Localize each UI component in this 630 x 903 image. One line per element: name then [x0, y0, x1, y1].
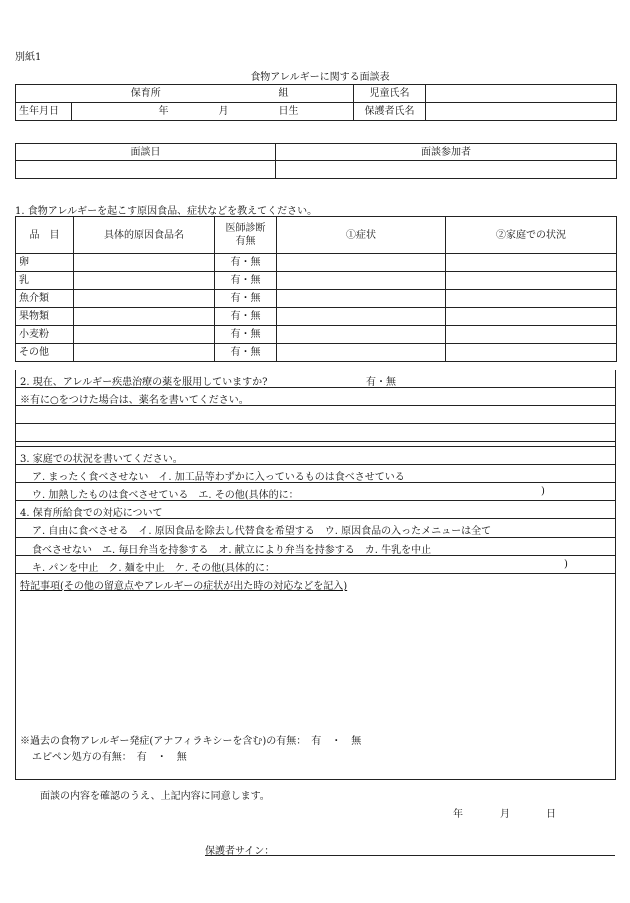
sign-year-unit: 年 — [453, 809, 463, 820]
symptoms-field[interactable] — [277, 254, 446, 272]
child-name-field[interactable] — [426, 85, 617, 103]
q2-note: ※有に○をつけた場合は、薬名を書いてください。 — [20, 395, 249, 406]
remarks-field[interactable] — [16, 592, 615, 722]
form-title: 食物アレルギーに関する面談表 — [250, 72, 390, 83]
birth-label: 生年月日 — [16, 103, 72, 121]
q3-close-paren: ) — [541, 486, 545, 497]
interview-date-field[interactable] — [16, 161, 276, 179]
diagnosis-choice[interactable]: 有・無 — [215, 344, 277, 362]
birth-year-unit: 年 — [72, 103, 172, 121]
home-status-field[interactable] — [446, 254, 617, 272]
sign-month-unit: 月 — [500, 809, 510, 820]
q3-title: 3. 家庭での状況を書いてください。 — [20, 454, 183, 465]
table-row — [16, 308, 617, 326]
home-status-field[interactable] — [446, 272, 617, 290]
q3-options-line1[interactable]: ア. まったく食べさせない イ. 加工品等わずかに入っているものは食べさせている — [32, 472, 405, 483]
row-item: 小麦粉 — [16, 326, 74, 344]
row-item: 卵 — [16, 254, 74, 272]
row-item: 魚介類 — [16, 290, 74, 308]
nursery-label: 保育所 — [16, 85, 276, 103]
food-name-field[interactable] — [74, 326, 215, 344]
guardian-name-field[interactable] — [426, 103, 617, 121]
interview-date-label: 面談日 — [16, 144, 276, 161]
epipen-prescription[interactable]: エピペン処方の有無： 有 ・ 無 — [32, 752, 187, 763]
attachment-label: 別紙1 — [15, 52, 42, 63]
q4-options-line2[interactable]: 食べさせない エ. 毎日弁当を持参する オ. 献立により弁当を持参する カ. 牛乳を中止 — [32, 545, 432, 556]
child-info-table — [15, 84, 617, 121]
consent-text: 面談の内容を確認のうえ、上記内容に同意します。 — [40, 791, 270, 802]
header-item: 品 目 — [16, 217, 74, 254]
food-name-field[interactable] — [74, 254, 215, 272]
guardian-name-label: 保護者氏名 — [354, 103, 426, 121]
symptoms-field[interactable] — [277, 272, 446, 290]
questions-box — [15, 370, 616, 780]
home-status-field[interactable] — [446, 326, 617, 344]
interview-participants-field[interactable] — [276, 161, 617, 179]
child-name-label: 児童氏名 — [354, 85, 426, 103]
q3-options-line2[interactable]: ウ. 加熱したものは食べさせている エ. その他(具体的に： — [32, 490, 299, 501]
header-symptoms: ①症状 — [277, 217, 446, 254]
home-status-field[interactable] — [446, 344, 617, 362]
diagnosis-choice[interactable]: 有・無 — [215, 254, 277, 272]
row-item: その他 — [16, 344, 74, 362]
interview-table — [15, 143, 617, 179]
header-home-status: ②家庭での状況 — [446, 217, 617, 254]
symptoms-field[interactable] — [277, 290, 446, 308]
q1-title: 1. 食物アレルギーを起こす原因食品、症状などを教えてください。 — [15, 206, 318, 217]
q4-options-line1[interactable]: ア. 自由に食べさせる イ. 原因食品を除去し代替食を希望する ウ. 原因食品の入ったメニューは全て — [32, 526, 492, 537]
anaphylaxis-history[interactable]: ※過去の食物アレルギー発症(アナフィラキシーを含む)の有無： 有 ・ 無 — [20, 736, 362, 747]
food-name-field[interactable] — [74, 272, 215, 290]
header-diagnosis: 医師診断 有無 — [215, 217, 277, 254]
interview-participants-label: 面談参加者 — [276, 144, 617, 161]
food-name-field[interactable] — [74, 308, 215, 326]
class-label: 組 — [276, 85, 354, 103]
home-status-field[interactable] — [446, 290, 617, 308]
table-row — [16, 254, 617, 272]
diagnosis-choice[interactable]: 有・無 — [215, 272, 277, 290]
header-food-name: 具体的原因食品名 — [74, 217, 215, 254]
food-name-field[interactable] — [74, 290, 215, 308]
signature-label: 保護者サイン： — [205, 846, 275, 857]
q4-title: 4. 保育所給食での対応について — [20, 508, 163, 519]
diagnosis-choice[interactable]: 有・無 — [215, 308, 277, 326]
table-row — [16, 326, 617, 344]
signature-line[interactable] — [205, 855, 615, 856]
symptoms-field[interactable] — [277, 308, 446, 326]
allergy-table — [15, 216, 617, 362]
remarks-title: 特記事項(その他の留意点やアレルギーの症状が出た時の対応などを記入) — [20, 581, 348, 592]
birth-day-unit: 日生 — [276, 103, 354, 121]
q2-choice[interactable]: 有・無 — [366, 377, 396, 388]
sign-day-unit: 日 — [546, 809, 556, 820]
home-status-field[interactable] — [446, 308, 617, 326]
diagnosis-choice[interactable]: 有・無 — [215, 326, 277, 344]
table-row — [16, 344, 617, 362]
q4-options-line3[interactable]: キ. パンを中止 ク. 麺を中止 ケ. その他(具体的に： — [32, 563, 275, 574]
symptoms-field[interactable] — [277, 344, 446, 362]
row-item: 乳 — [16, 272, 74, 290]
row-item: 果物類 — [16, 308, 74, 326]
q2-title: 2. 現在、アレルギー疾患治療の薬を服用していますか? — [20, 377, 268, 388]
table-row — [16, 290, 617, 308]
q4-close-paren: ) — [564, 559, 568, 570]
food-name-field[interactable] — [74, 344, 215, 362]
table-row — [16, 272, 617, 290]
medicine-name-line[interactable] — [16, 423, 615, 424]
birth-month-unit: 月 — [172, 103, 276, 121]
symptoms-field[interactable] — [277, 326, 446, 344]
diagnosis-choice[interactable]: 有・無 — [215, 290, 277, 308]
